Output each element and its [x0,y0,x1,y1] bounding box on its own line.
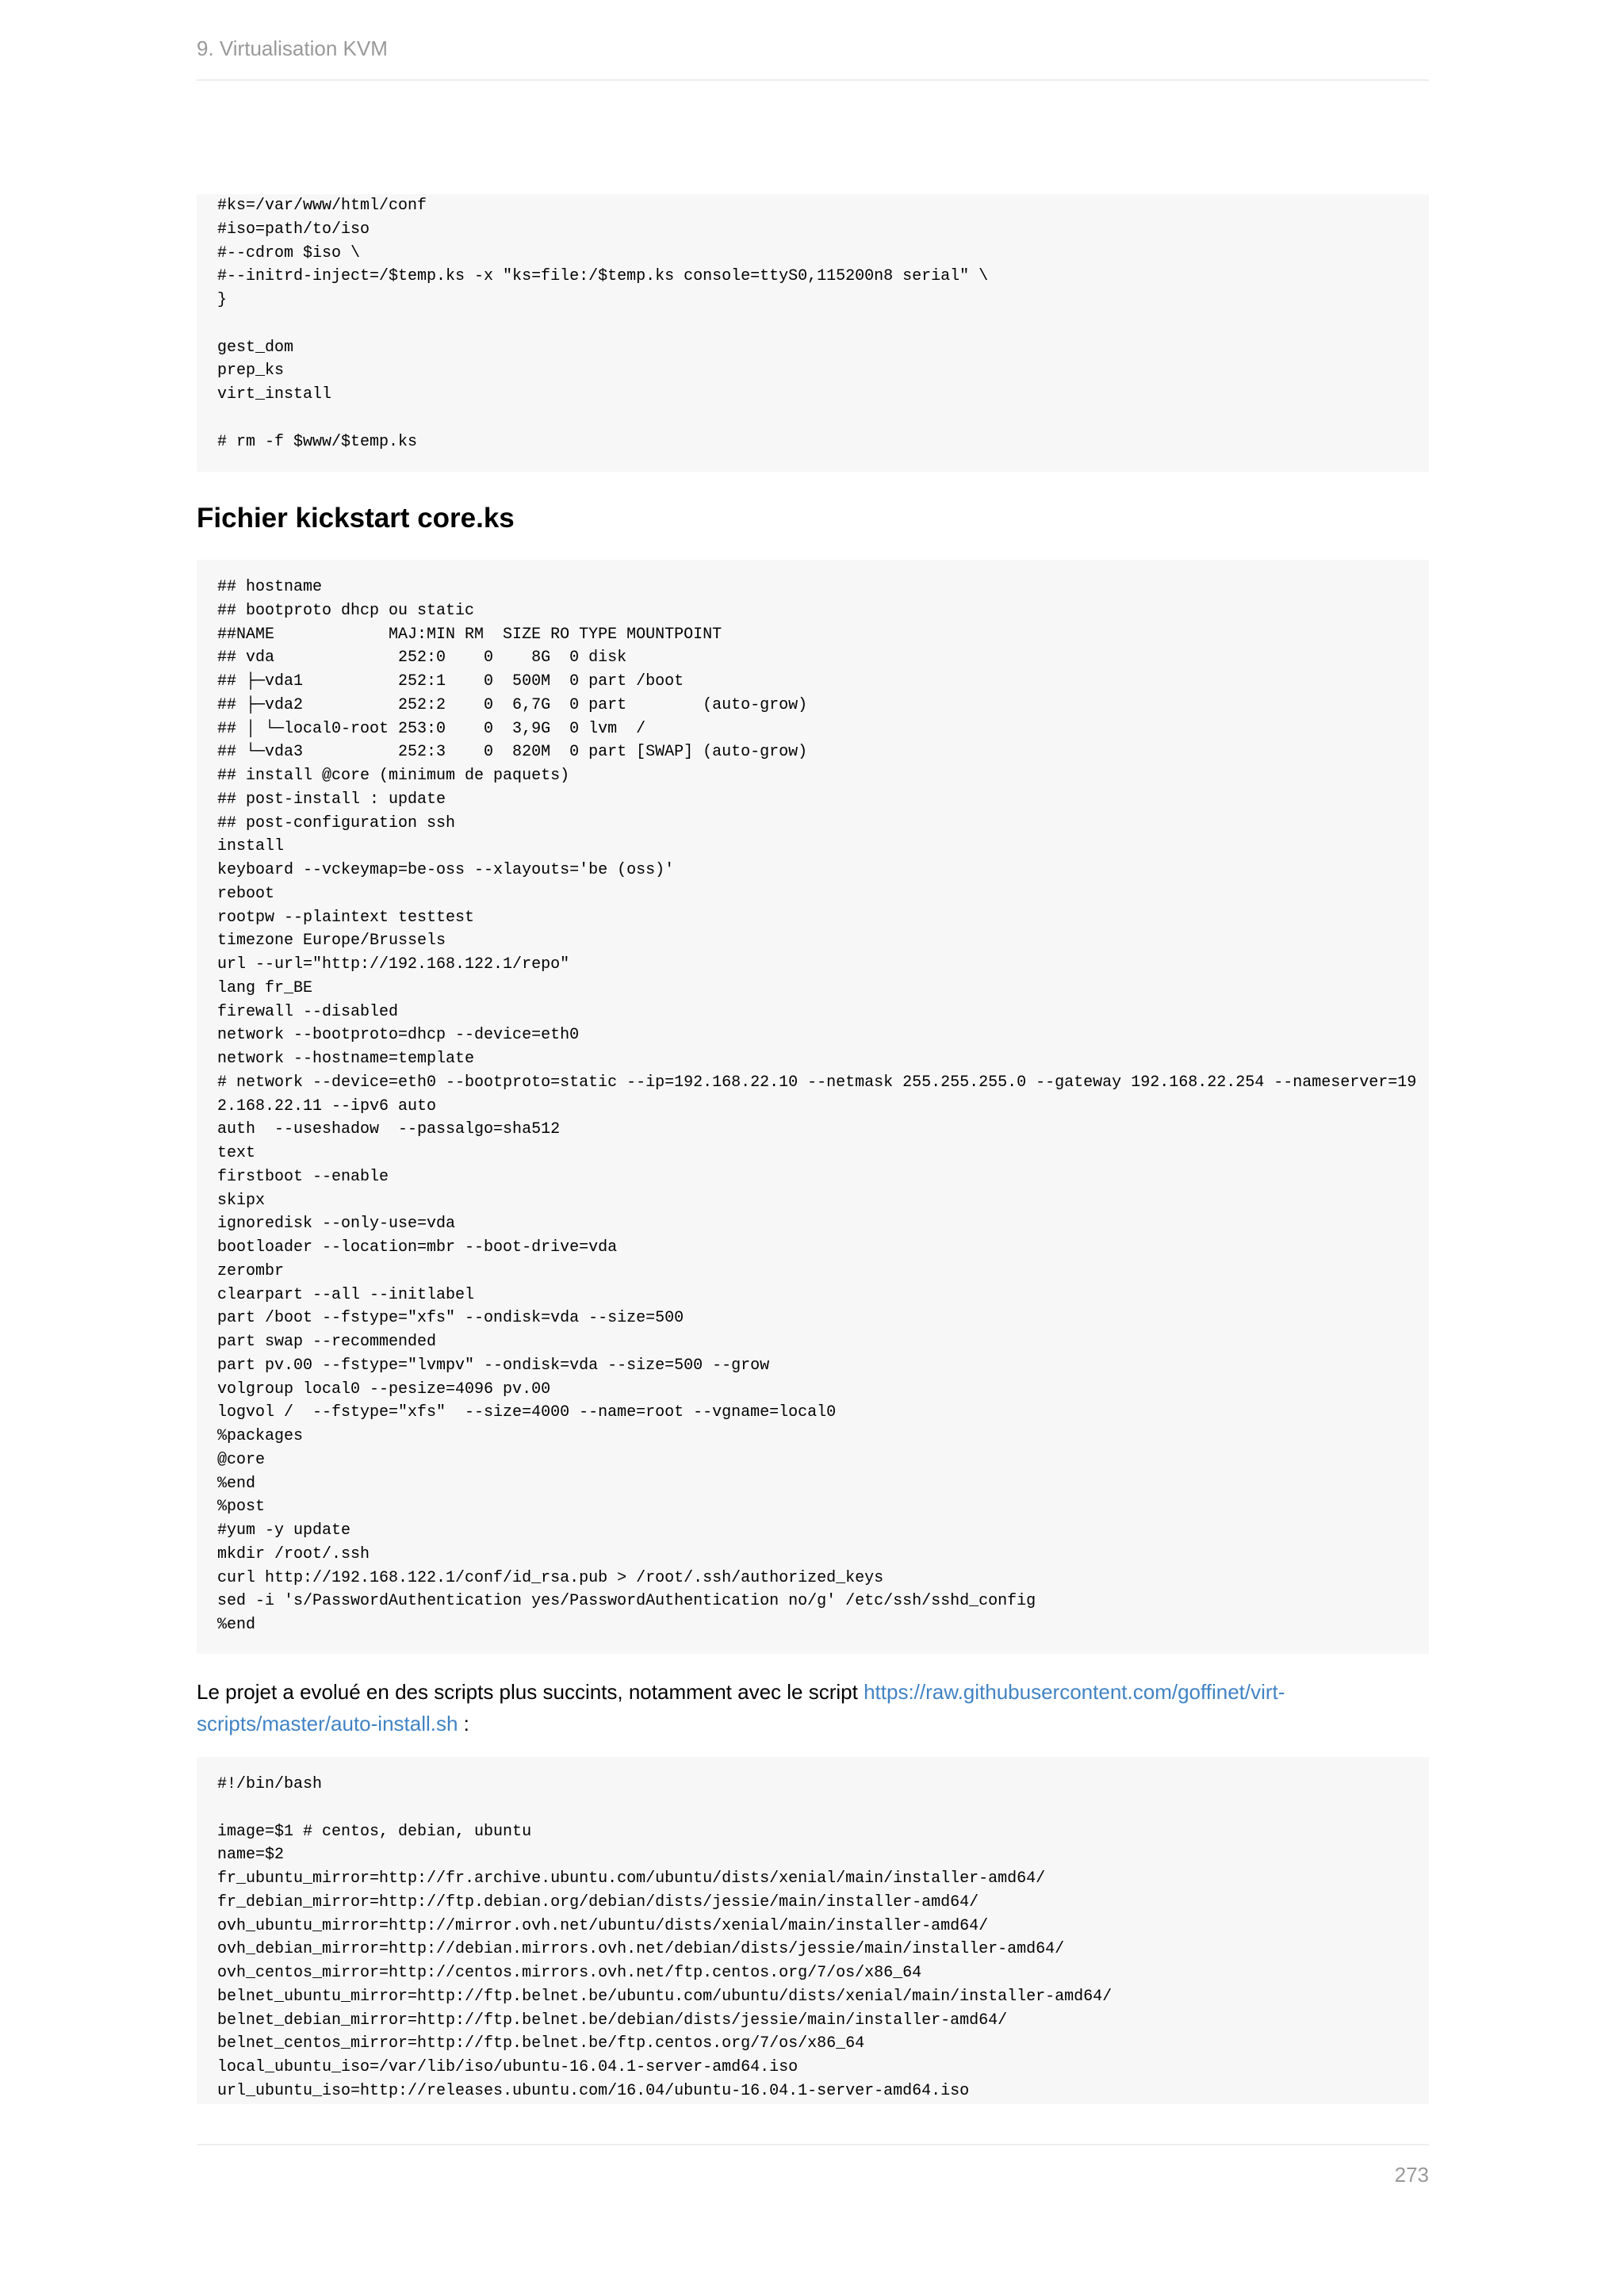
code-line: text [217,1144,256,1162]
code-line: belnet_ubuntu_mirror=http://ftp.belnet.be/ubuntu.com/ubuntu/dists/xenial/main/installer-amd64/ [217,1987,1113,2006]
auto-install-script-link[interactable]: https://raw.githubusercontent.com/goffinet/virt-scripts/master/auto-install.sh [197,1680,1285,1735]
code-line: keyboard --vckeymap=be-oss --xlayouts='be (oss)' [217,861,675,879]
code-line: network --hostname=template [217,1050,475,1068]
code-line: part /boot --fstype="xfs" --ondisk=vda --size=500 [217,1309,684,1328]
code-line: ## │ └─local0-root 253:0 0 3,9G 0 lvm / [217,719,646,738]
code-line: fr_debian_mirror=http://ftp.debian.org/debian/dists/jessie/main/installer-amd64/ [217,1892,979,1911]
code-line: curl http://192.168.122.1/conf/id_rsa.pub > /root/.ssh/authorized_keys [217,1568,884,1587]
code-line: network --bootproto=dhcp --device=eth0 [217,1026,580,1045]
code-line: %packages [217,1427,304,1445]
code-line: fr_ubuntu_mirror=http://fr.archive.ubuntu.com/ubuntu/dists/xenial/main/installer-amd64/ [217,1869,1046,1888]
code-line: ## install @core (minimum de paquets) [217,767,570,785]
paragraph-text-after: : [458,1712,469,1735]
code-line: #--initrd-inject=/$temp.ks -x "ks=file:/$temp.ks console=ttyS0,115200n8 serial" \ [217,267,989,286]
code-line: %post [217,1498,266,1517]
code-line: local_ubuntu_iso=/var/lib/iso/ubuntu-16.04.1-server-amd64.iso [217,2058,799,2076]
code-line: #--cdrom $iso \ [217,243,361,262]
code-line: firewall --disabled [217,1002,399,1021]
code-line: gest_dom [217,338,294,357]
code-line: #!/bin/bash [217,1775,323,1793]
code-line: install [217,837,285,856]
code-line: volgroup local0 --pesize=4096 pv.00 [217,1380,551,1399]
code-line: %end [217,1616,256,1634]
code-line: # network --device=eth0 --bootproto=static --ip=192.168.22.10 --netmask 255.255.255.0 --gateway 192.168.22.254 --nameserver=19 [217,1073,1417,1092]
code-line: belnet_debian_mirror=http://ftp.belnet.be/debian/dists/jessie/main/installer-amd64/ [217,2011,1008,2030]
code-line: auth --useshadow --passalgo=sha512 [217,1120,561,1139]
footer-divider [197,2144,1429,2145]
code-line: sed -i 's/PasswordAuthentication yes/PasswordAuthentication no/g' /etc/ssh/sshd_config [217,1592,1036,1611]
code-line: ## ├─vda2 252:2 0 6,7G 0 part (auto-grow) [217,695,808,714]
code-line: lang fr_BE [217,978,313,997]
code-line: reboot [217,884,275,903]
code-line: virt_install [217,385,332,404]
code-line: ## vda 252:0 0 8G 0 disk [217,649,627,668]
code-line: ## bootproto dhcp ou static [217,601,475,620]
code-line: # rm -f $www/$temp.ks [217,432,418,451]
code-line: ## post-configuration ssh [217,813,456,832]
code-line: logvol / --fstype="xfs" --size=4000 --name=root --vgname=local0 [217,1403,837,1422]
code-line: zerombr [217,1261,285,1280]
code-line: ovh_centos_mirror=http://centos.mirrors.ovh.net/ftp.centos.org/7/os/x86_64 [217,1964,922,1982]
code-line: ovh_ubuntu_mirror=http://mirror.ovh.net/ubuntu/dists/xenial/main/installer-amd64/ [217,1916,989,1935]
intro-paragraph [197,1676,1429,1739]
code-line: ## └─vda3 252:3 0 820M 0 part [SWAP] (auto-grow) [217,743,808,762]
code-line: name=$2 [217,1846,285,1865]
code-line: ignoredisk --only-use=vda [217,1215,456,1234]
code-line: #ks=/var/www/html/conf [217,197,427,215]
running-header: 9. Virtualisation KVM [197,36,388,60]
code-line: ## ├─vda1 252:1 0 500M 0 part /boot [217,672,684,691]
code-line: #yum -y update [217,1521,351,1540]
code-line: ##NAME MAJ:MIN RM SIZE RO TYPE MOUNTPOINT [217,625,722,644]
code-line: rootpw --plaintext testtest [217,908,475,927]
code-line: firstboot --enable [217,1167,389,1186]
code-line: url --url="http://192.168.122.1/repo" [217,955,570,974]
code-line: mkdir /root/.ssh [217,1544,370,1563]
page-number: 273 [1394,2163,1429,2187]
code-line: image=$1 # centos, debian, ubuntu [217,1822,532,1841]
paragraph-text-before: Le projet a evolué en des scripts plus succints, notamment avec le script [197,1680,864,1704]
code-line: url_ubuntu_iso=http://releases.ubuntu.com/16.04/ubuntu-16.04.1-server-amd64.iso [217,2081,970,2100]
header-divider [197,79,1429,81]
code-line: skipx [217,1191,266,1210]
code-line: belnet_centos_mirror=http://ftp.belnet.be/ftp.centos.org/7/os/x86_64 [217,2034,865,2053]
code-line: timezone Europe/Brussels [217,932,446,951]
code-line: ## hostname [217,578,323,596]
code-line: #iso=path/to/iso [217,220,370,239]
code-line: } [217,291,228,309]
code-block-auto-install [197,1757,1429,2104]
section-heading: Fichier kickstart core.ks [197,503,515,534]
code-line: clearpart --all --initlabel [217,1285,475,1304]
code-line: 2.168.22.11 --ipv6 auto [217,1096,437,1115]
code-block-script-end [197,194,1429,472]
code-block-kickstart [197,560,1429,1654]
code-line: part pv.00 --fstype="lvmpv" --ondisk=vda --size=500 --grow [217,1356,770,1375]
code-line: bootloader --location=mbr --boot-drive=vda [217,1238,618,1257]
code-line: ovh_debian_mirror=http://debian.mirrors.ovh.net/debian/dists/jessie/main/installer-amd64/ [217,1940,1065,1959]
code-line: prep_ks [217,362,285,381]
code-line: ## post-install : update [217,790,446,809]
code-line: part swap --recommended [217,1333,437,1351]
code-line: %end [217,1474,256,1493]
code-line: @core [217,1450,266,1469]
